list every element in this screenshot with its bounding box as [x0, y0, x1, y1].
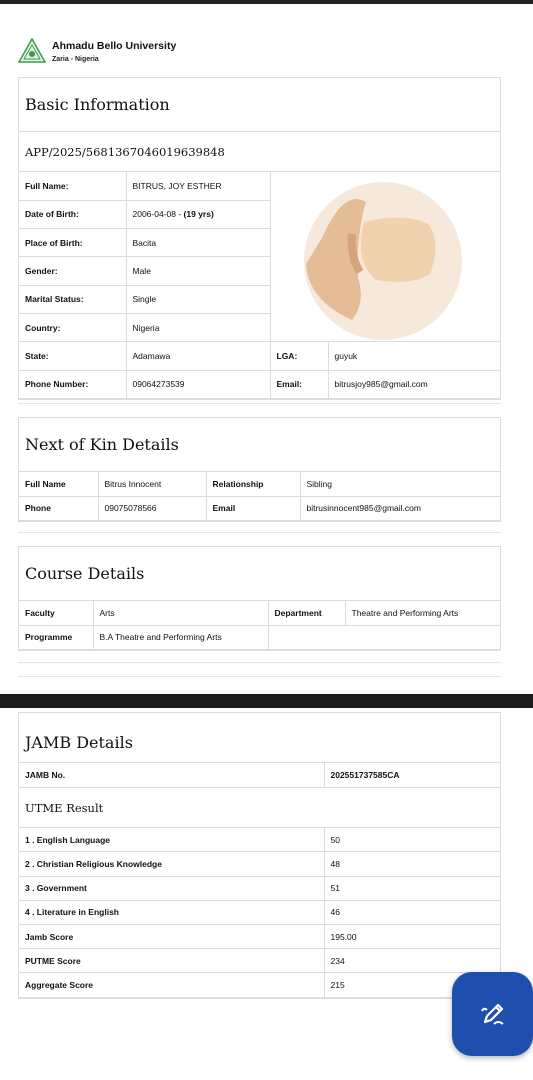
kin-email-value: bitrusinnocent985@gmail.com — [300, 496, 500, 520]
basic-information-title: Basic Information — [19, 78, 500, 132]
kin-relationship-label: Relationship — [206, 472, 300, 496]
table-row — [19, 172, 500, 200]
aggregate-score-label: Aggregate Score — [19, 973, 324, 997]
table-row — [19, 472, 500, 496]
full-name-label: Full Name: — [19, 172, 126, 200]
next-of-kin-card — [18, 417, 501, 522]
photo-cell — [270, 172, 500, 342]
full-name-value: BITRUS, JOY ESTHER — [126, 172, 270, 200]
dob-date: 2006-04-08 - — [132, 209, 184, 220]
jamb-score-value: 195.00 — [324, 924, 500, 948]
kin-phone-label: Phone — [19, 496, 98, 520]
faculty-value: Arts — [93, 601, 268, 625]
course-details-title: Course Details — [19, 547, 500, 601]
subject-name: 1 . English Language — [19, 828, 324, 852]
subject-name: 3 . Government — [19, 876, 324, 900]
subject-score: 48 — [324, 852, 500, 876]
edit-fab-button[interactable] — [452, 972, 533, 1056]
table-row — [19, 370, 500, 398]
programme-label: Programme — [19, 625, 93, 649]
university-location: Zaria - Nigeria — [52, 56, 99, 63]
table-row — [19, 949, 500, 973]
phone-label: Phone Number: — [19, 370, 126, 398]
course-details-table — [19, 601, 500, 650]
table-row — [19, 900, 500, 924]
table-row — [19, 973, 500, 997]
page-break — [0, 694, 533, 708]
putme-score-label: PUTME Score — [19, 949, 324, 973]
subject-score: 50 — [324, 828, 500, 852]
next-of-kin-table — [19, 472, 500, 521]
basic-information-card — [18, 77, 501, 400]
jamb-details-card — [18, 712, 501, 999]
section-separator — [18, 403, 501, 404]
putme-score-value: 234 — [324, 949, 500, 973]
country-label: Country: — [19, 313, 126, 341]
section-separator — [18, 676, 501, 677]
dob-value — [126, 200, 270, 228]
place-of-birth-label: Place of Birth: — [19, 229, 126, 257]
dob-age: (19 yrs) — [183, 209, 214, 220]
dob-label: Date of Birth: — [19, 200, 126, 228]
table-row — [19, 342, 500, 370]
table-row — [19, 625, 500, 649]
university-crest-icon — [18, 38, 46, 64]
jamb-number-label: JAMB No. — [19, 763, 324, 787]
basic-info-table — [19, 172, 500, 399]
course-details-card — [18, 546, 501, 651]
kin-full-name-value: Bitrus Innocent — [98, 472, 206, 496]
table-row — [19, 601, 500, 625]
subject-score: 51 — [324, 876, 500, 900]
aggregate-score-value: 215 — [324, 973, 500, 997]
next-of-kin-title: Next of Kin Details — [19, 418, 500, 472]
place-of-birth-value: Bacita — [126, 229, 270, 257]
phone-value: 09064273539 — [126, 370, 270, 398]
state-value: Adamawa — [126, 342, 270, 370]
country-value: Nigeria — [126, 313, 270, 341]
utme-result-title: UTME Result — [19, 788, 500, 828]
avatar-placeholder-icon — [304, 182, 462, 340]
university-name: Ahmadu Bello University — [52, 40, 177, 52]
marital-status-value: Single — [126, 285, 270, 313]
department-label: Department — [268, 601, 345, 625]
department-value: Theatre and Performing Arts — [345, 601, 500, 625]
jamb-number-value: 202551737585CA — [324, 763, 500, 787]
table-row — [19, 924, 500, 948]
table-row — [19, 876, 500, 900]
gender-value: Male — [126, 257, 270, 285]
empty-cell — [268, 625, 500, 649]
state-label: State: — [19, 342, 126, 370]
kin-email-label: Email — [206, 496, 300, 520]
kin-relationship-value: Sibling — [300, 472, 500, 496]
email-value: bitrusjoy985@gmail.com — [328, 370, 500, 398]
subject-name: 4 . Literature in English — [19, 900, 324, 924]
jamb-score-label: Jamb Score — [19, 924, 324, 948]
section-separator — [18, 662, 501, 663]
lga-label: LGA: — [270, 342, 328, 370]
subject-score: 46 — [324, 900, 500, 924]
gender-label: Gender: — [19, 257, 126, 285]
table-row — [19, 763, 500, 787]
faculty-label: Faculty — [19, 601, 93, 625]
section-separator — [18, 532, 501, 533]
table-row — [19, 852, 500, 876]
jamb-number-table — [19, 763, 500, 788]
application-number: APP/2025/5681367046019639848 — [19, 132, 500, 172]
jamb-details-title: JAMB Details — [19, 713, 500, 763]
subject-name: 2 . Christian Religious Knowledge — [19, 852, 324, 876]
kin-phone-value: 09075078566 — [98, 496, 206, 520]
table-row — [19, 496, 500, 520]
kin-full-name-label: Full Name — [19, 472, 98, 496]
table-row — [19, 828, 500, 852]
marital-status-label: Marital Status: — [19, 285, 126, 313]
email-label: Email: — [270, 370, 328, 398]
utme-result-table — [19, 828, 500, 998]
lga-value: guyuk — [328, 342, 500, 370]
programme-value: B.A Theatre and Performing Arts — [93, 625, 268, 649]
edit-pen-icon — [478, 999, 508, 1029]
